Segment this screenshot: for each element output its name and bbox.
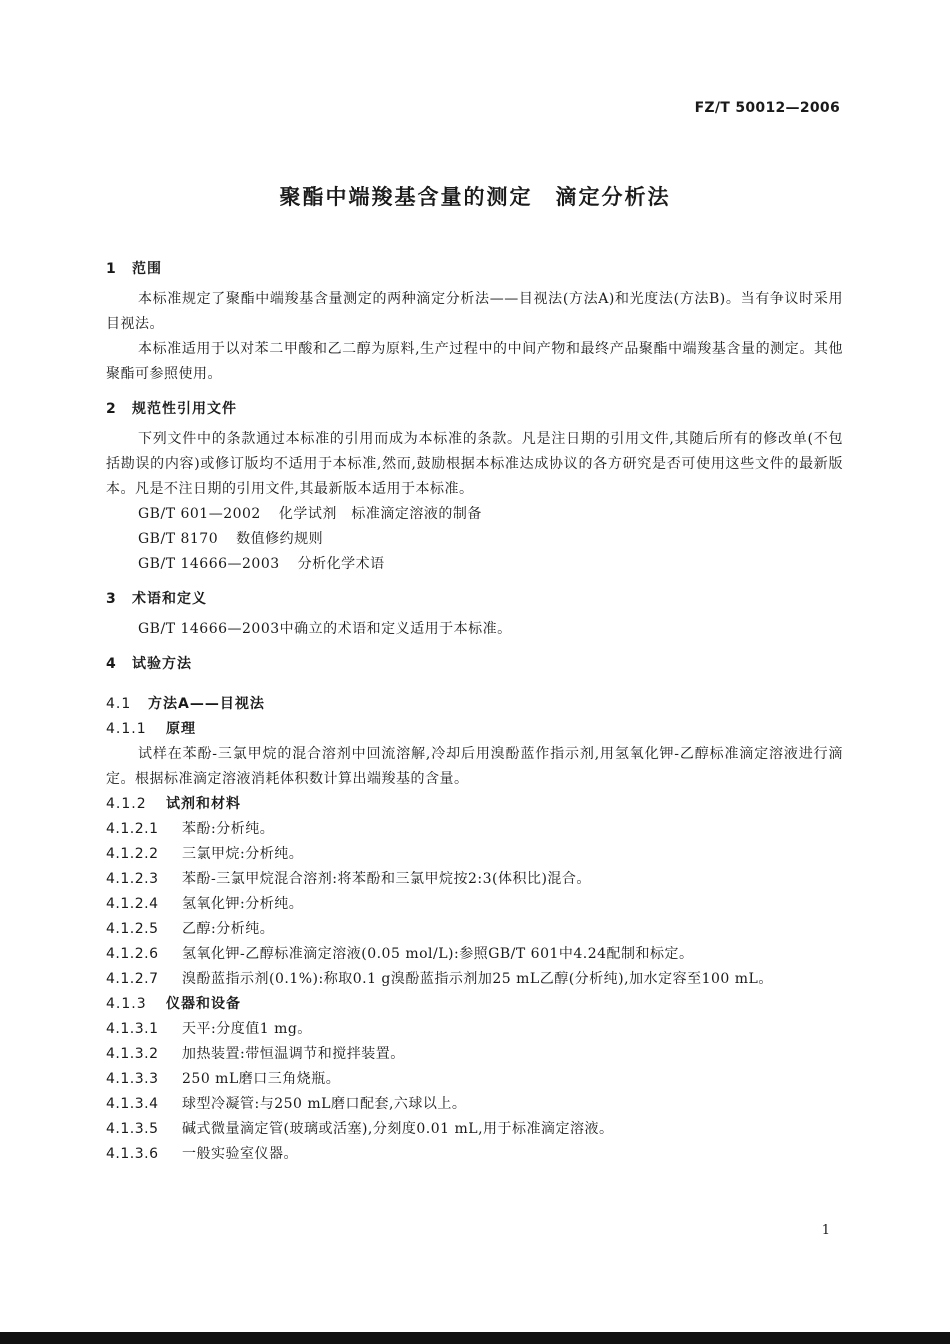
- paragraph: GB/T 14666—2003中确立的术语和定义适用于本标准。: [138, 621, 512, 637]
- paragraph: 试样在苯酚-三氯甲烷的混合溶剂中回流溶解,冷却后用溴酚蓝作指示剂,用氢氧化钾-乙醇标准滴定溶液进行滴定。根据标准滴定溶液消耗体积数计算出端羧基的含量。: [106, 746, 843, 787]
- item-number: 4.1.3.5: [106, 1121, 159, 1137]
- paragraph: 下列文件中的条款通过本标准的引用而成为本标准的条款。凡是注日期的引用文件,其随后所有的修改单(不包括勘误的内容)或修订版均不适用于本标准,然而,鼓励根据本标准达成协议的各方研究是否可使用这些文件的最新版本。凡是不注日期的引用文件,其最新版本适用于本标准。: [106, 431, 843, 497]
- reference-code: GB/T 8170: [138, 531, 219, 547]
- section-number: 4: [106, 656, 117, 672]
- item-text: 氢氧化钾:分析纯。: [182, 896, 304, 912]
- item-text: 苯酚:分析纯。: [182, 821, 275, 837]
- clause-number: 4.1.3: [106, 996, 147, 1012]
- item-text: 球型冷凝管:与250 mL磨口配套,六球以上。: [182, 1096, 467, 1112]
- reference-item: [106, 552, 843, 577]
- item-number: 4.1.3.2: [106, 1046, 159, 1062]
- item-number: 4.1.2.4: [106, 896, 159, 912]
- item-text: 加热装置:带恒温调节和搅拌装置。: [182, 1046, 405, 1062]
- clause-title: 试剂和材料: [166, 796, 241, 812]
- reference-code: GB/T 601—2002: [138, 506, 261, 522]
- item-number: 4.1.2.2: [106, 846, 159, 862]
- clause-heading: [106, 992, 843, 1017]
- item-text: 苯酚-三氯甲烷混合溶剂:将苯酚和三氯甲烷按2:3(体积比)混合。: [182, 871, 591, 887]
- list-item: [106, 817, 843, 842]
- paragraph: 本标准适用于以对苯二甲酸和乙二醇为原料,生产过程中的中间产物和最终产品聚酯中端羧基含量的测定。其他聚酯可参照使用。: [106, 341, 843, 382]
- clause-title: 原理: [166, 721, 196, 737]
- item-number: 4.1.3.6: [106, 1146, 159, 1162]
- item-number: 4.1.3.4: [106, 1096, 159, 1112]
- list-item: [106, 1067, 843, 1092]
- list-item: [106, 967, 843, 992]
- section-number: 3: [106, 591, 117, 607]
- section-number: 1: [106, 261, 117, 277]
- item-text: 250 mL磨口三角烧瓶。: [182, 1071, 341, 1087]
- item-number: 4.1.2.6: [106, 946, 159, 962]
- reference-code: GB/T 14666—2003: [138, 556, 280, 572]
- item-text: 碱式微量滴定管(玻璃或活塞),分刻度0.01 mL,用于标准滴定溶液。: [182, 1121, 614, 1137]
- page-number: 1: [821, 1223, 830, 1238]
- bottom-border: [0, 1332, 950, 1344]
- document-title: 聚酯中端羧基含量的测定 滴定分析法: [279, 185, 671, 209]
- clause-heading: [106, 717, 843, 742]
- item-number: 4.1.2.7: [106, 971, 159, 987]
- list-item: [106, 892, 843, 917]
- item-text: 溴酚蓝指示剂(0.1%):称取0.1 g溴酚蓝指示剂加25 mL乙醇(分析纯),加水定容至100 mL。: [182, 971, 773, 987]
- section-title: 规范性引用文件: [132, 401, 237, 417]
- clause-number: 4.1.1: [106, 721, 147, 737]
- standard-code: FZ/T 50012—2006: [694, 100, 840, 116]
- item-number: 4.1.2.1: [106, 821, 159, 837]
- list-item: [106, 1092, 843, 1117]
- list-item: [106, 1017, 843, 1042]
- section-heading-1: [106, 257, 843, 281]
- reference-item: [106, 502, 843, 527]
- document-body: [106, 257, 843, 1167]
- paragraph: 本标准规定了聚酯中端羧基含量测定的两种滴定分析法——目视法(方法A)和光度法(方法B)。当有争议时采用目视法。: [106, 291, 843, 332]
- reference-item: [106, 527, 843, 552]
- section-title: 术语和定义: [132, 591, 207, 607]
- section-number: 2: [106, 401, 117, 417]
- subsection-number: 4.1: [106, 696, 132, 712]
- subsection-title: 方法A——目视法: [148, 696, 265, 712]
- section-heading-3: [106, 587, 843, 611]
- clause-number: 4.1.2: [106, 796, 147, 812]
- item-text: 一般实验室仪器。: [182, 1146, 298, 1162]
- item-text: 三氯甲烷:分析纯。: [182, 846, 304, 862]
- list-item: [106, 942, 843, 967]
- reference-title: 数值修约规则: [236, 531, 324, 547]
- section-title: 范围: [132, 261, 162, 277]
- list-item: [106, 1142, 843, 1167]
- list-item: [106, 917, 843, 942]
- list-item: [106, 867, 843, 892]
- clause-heading: [106, 792, 843, 817]
- clause-title: 仪器和设备: [166, 996, 241, 1012]
- subsection-heading: [106, 692, 843, 717]
- item-number: 4.1.2.5: [106, 921, 159, 937]
- item-text: 氢氧化钾-乙醇标准滴定溶液(0.05 mol/L):参照GB/T 601中4.24配制和标定。: [182, 946, 694, 962]
- item-text: 天平:分度值1 mg。: [182, 1021, 312, 1037]
- item-text: 乙醇:分析纯。: [182, 921, 275, 937]
- item-number: 4.1.3.3: [106, 1071, 159, 1087]
- section-heading-4: [106, 652, 843, 676]
- reference-title: 分析化学术语: [297, 556, 385, 572]
- list-item: [106, 1042, 843, 1067]
- section-title: 试验方法: [132, 656, 192, 672]
- section-heading-2: [106, 397, 843, 421]
- reference-title: 化学试剂 标准滴定溶液的制备: [278, 506, 482, 522]
- list-item: [106, 842, 843, 867]
- item-number: 4.1.2.3: [106, 871, 159, 887]
- item-number: 4.1.3.1: [106, 1021, 159, 1037]
- list-item: [106, 1117, 843, 1142]
